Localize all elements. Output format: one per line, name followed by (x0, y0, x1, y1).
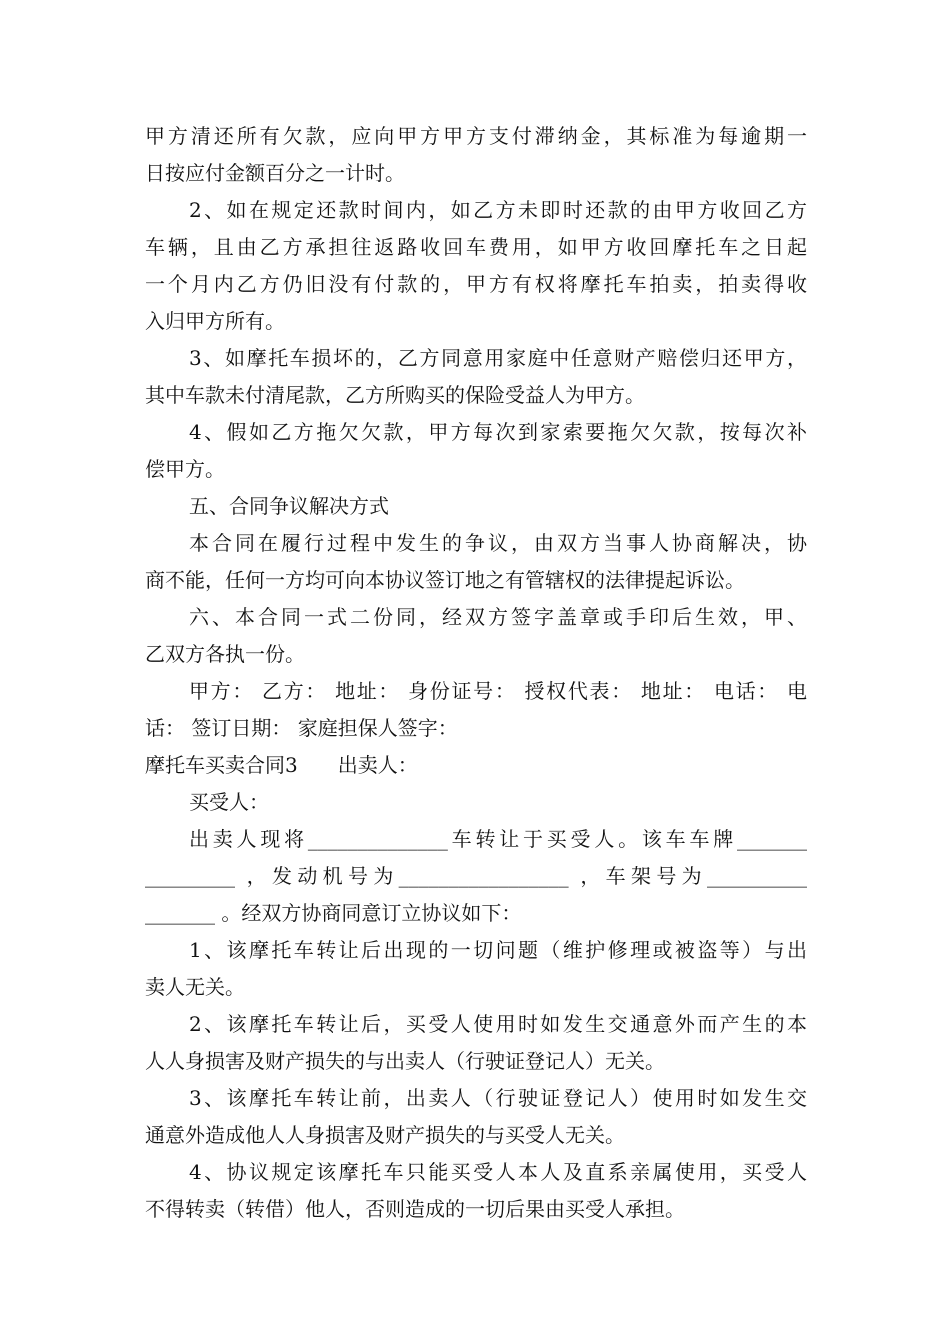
text-line: 日按应付金额百分之一计时。 (145, 161, 405, 185)
signature-fields-line: 甲方： 乙方： 地址： 身份证号： 授权代表： 地址： 电话： 电 (189, 679, 807, 703)
text-line: 车辆，且由乙方承担往返路收回车费用，如甲方收回摩托车之日起 (145, 235, 807, 259)
text-line: 人人身损害及财产损失的与出卖人（行驶证登记人）无关。 (145, 1049, 665, 1073)
contract-title-line: 摩托车买卖合同3 出卖人： (145, 753, 418, 777)
text-line: 3、该摩托车转让前，出卖人（行驶证登记人）使用时如发生交 (189, 1086, 807, 1110)
text-line: 2、如在规定还款时间内，如乙方未即时还款的由甲方收回乙方 (189, 198, 807, 222)
text-line: 4、协议规定该摩托车只能买受人本人及直系亲属使用，买受人 (189, 1160, 807, 1184)
text-line: 六、本合同一式二份同，经双方签字盖章或手印后生效，甲、 (189, 605, 807, 629)
text-line: 不得转卖（转借）他人，否则造成的一切后果由买受人承担。 (145, 1197, 685, 1221)
text-line: 乙双方各执一份。 (145, 642, 305, 666)
blank-fields-line: 出卖人现将______________车转让于买受人。该车车牌_______ (189, 827, 807, 851)
text-line: 3、如摩托车损坏的，乙方同意用家庭中任意财产赔偿归还甲方， (189, 346, 807, 370)
text-line: 一个月内乙方仍旧没有付款的，甲方有权将摩托车拍卖，拍卖得收 (145, 272, 807, 296)
text-line: 甲方清还所有欠款，应向甲方甲方支付滞纳金，其标准为每逾期一 (145, 124, 807, 148)
text-line: 通意外造成他人人身损害及财产损失的与买受人无关。 (145, 1123, 625, 1147)
text-line: 其中车款未付清尾款，乙方所购买的保险受益人为甲方。 (145, 383, 645, 407)
text-line: 入归甲方所有。 (145, 309, 285, 333)
blank-fields-line: _______ 。经双方协商同意订立协议如下： (145, 901, 522, 925)
blank-fields-line: _________ ，发动机号为_________________ ，车架号为__________ (145, 864, 807, 888)
signature-fields-line: 话： 签订日期： 家庭担保人签字： (145, 716, 458, 740)
text-line: 卖人无关。 (145, 975, 245, 999)
text-line: 4、假如乙方拖欠欠款，甲方每次到家索要拖欠欠款，按每次补 (189, 420, 807, 444)
text-line: 1、该摩托车转让后出现的一切问题（维护修理或被盗等）与出 (189, 938, 807, 962)
buyer-label: 买受人： (189, 790, 269, 814)
section-heading: 五、合同争议解决方式 (189, 494, 389, 518)
text-line: 偿甲方。 (145, 457, 225, 481)
text-line: 本合同在履行过程中发生的争议，由双方当事人协商解决，协 (189, 531, 807, 555)
text-line: 商不能，任何一方均可向本协议签订地之有管辖权的法律提起诉讼。 (145, 568, 745, 592)
text-line: 2、该摩托车转让后，买受人使用时如发生交通意外而产生的本 (189, 1012, 807, 1036)
